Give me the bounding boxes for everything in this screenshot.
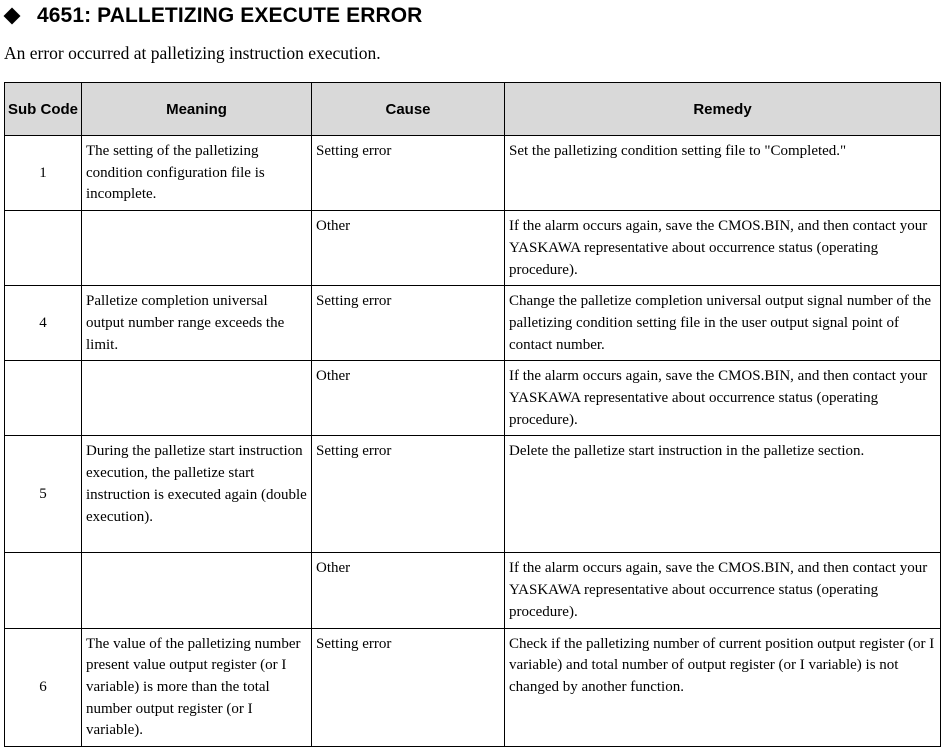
header-meaning: Meaning — [82, 83, 312, 136]
page-title — [4, 2, 422, 30]
cell-meaning — [82, 553, 312, 628]
table-row — [5, 136, 941, 211]
header-remedy: Remedy — [505, 83, 941, 136]
cell-sub-code — [5, 553, 82, 628]
cell-sub-code: 4 — [5, 286, 82, 361]
header-sub-code: Sub Code — [5, 83, 82, 136]
cell-sub-code: 1 — [5, 136, 82, 211]
cell-sub-code: 6 — [5, 628, 82, 747]
cell-sub-code — [5, 211, 82, 286]
cell-sub-code: 5 — [5, 436, 82, 553]
cell-remedy: If the alarm occurs again, save the CMOS.BIN, and then contact your YASKAWA representative about occurrence status (operating procedure). — [505, 361, 941, 436]
cell-meaning: Palletize completion universal output number range exceeds the limit. — [82, 286, 312, 361]
cell-meaning: During the palletize start instruction execution, the palletize start instruction is executed again (double execution). — [82, 436, 312, 553]
table-row — [5, 361, 941, 436]
table-row — [5, 553, 941, 628]
table-row — [5, 286, 941, 361]
cell-meaning: The setting of the palletizing condition configuration file is incomplete. — [82, 136, 312, 211]
error-table — [4, 82, 941, 747]
diamond-bullet-icon — [4, 8, 21, 25]
cell-cause: Other — [312, 361, 505, 436]
cell-meaning: The value of the palletizing number present value output register (or I variable) is more than the total number output register (or I variable). — [82, 628, 312, 747]
cell-meaning — [82, 211, 312, 286]
table-row — [5, 628, 941, 747]
table-header-row — [5, 83, 941, 136]
table-row — [5, 211, 941, 286]
cell-remedy: Set the palletizing condition setting file to "Completed." — [505, 136, 941, 211]
cell-meaning — [82, 361, 312, 436]
cell-cause: Other — [312, 553, 505, 628]
cell-remedy: If the alarm occurs again, save the CMOS.BIN, and then contact your YASKAWA representative about occurrence status (operating procedure). — [505, 553, 941, 628]
cell-cause: Setting error — [312, 136, 505, 211]
cell-cause: Setting error — [312, 436, 505, 553]
cell-cause: Other — [312, 211, 505, 286]
error-description: An error occurred at palletizing instruction execution. — [4, 43, 381, 63]
cell-remedy: Delete the palletize start instruction in the palletize section. — [505, 436, 941, 553]
cell-cause: Setting error — [312, 628, 505, 747]
table-row — [5, 436, 941, 553]
header-cause: Cause — [312, 83, 505, 136]
page-title-text: 4651: PALLETIZING EXECUTE ERROR — [37, 4, 423, 27]
cell-sub-code — [5, 361, 82, 436]
cell-remedy: Check if the palletizing number of current position output register (or I variable) and total number of output register (or I variable) is not changed by another function. — [505, 628, 941, 747]
cell-cause: Setting error — [312, 286, 505, 361]
cell-remedy: If the alarm occurs again, save the CMOS.BIN, and then contact your YASKAWA representative about occurrence status (operating procedure). — [505, 211, 941, 286]
cell-remedy: Change the palletize completion universal output signal number of the palletizing condition setting file in the user output signal point of contact number. — [505, 286, 941, 361]
